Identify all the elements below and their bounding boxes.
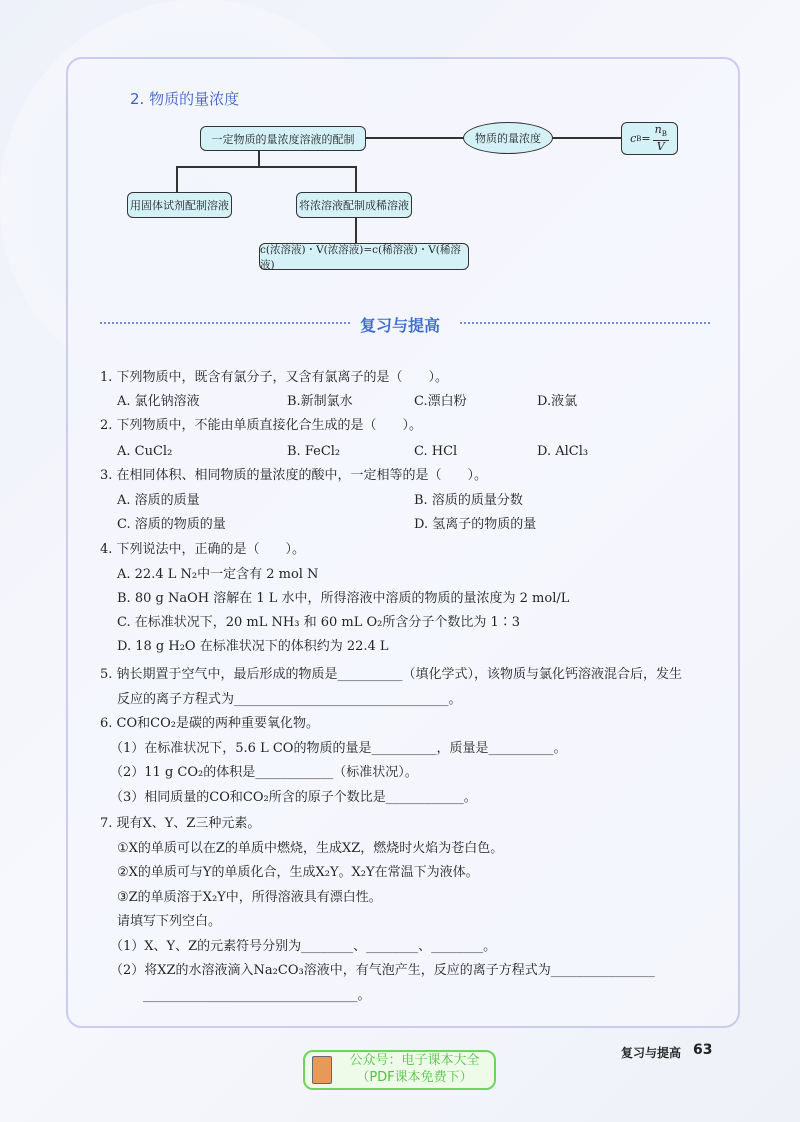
- question-5: 5. 钠长期置于空气中，最后形成的物质是__________（填化学式），该物质与氯化钙溶液混合后，发生: [100, 667, 683, 682]
- option-b: B.新制氯水: [287, 394, 353, 409]
- option-b: B. 80 g NaOH 溶解在 1 L 水中，所得溶液中溶质的物质的量浓度为 2 mol/L: [117, 591, 570, 606]
- node-dilution: 将浓溶液配制成稀溶液: [296, 192, 412, 218]
- formula-numerator: n: [654, 122, 662, 136]
- node-dilution-equation: c(浓溶液)・V(浓溶液)=c(稀溶液)・V(稀溶液): [259, 243, 469, 270]
- book-icon: [312, 1056, 332, 1084]
- question-1: 1. 下列物质中，既含有氯分子，又含有氯离子的是（ ）。: [100, 370, 449, 385]
- connector: [176, 166, 356, 168]
- watermark-line1: 公众号：电子课本大全: [349, 1053, 480, 1068]
- connector: [176, 166, 178, 192]
- question-4: 4. 下列说法中，正确的是（ ）。: [100, 542, 306, 557]
- option-c: C. HCl: [414, 444, 458, 459]
- node-solid-reagent: 用固体试剂配制溶液: [127, 192, 232, 218]
- node-concentration: 物质的量浓度: [463, 122, 553, 154]
- condition: ③Z的单质溶于X₂Y中，所得溶液具有漂白性。: [117, 890, 382, 905]
- option-a: A. 溶质的质量: [117, 493, 200, 508]
- option-d: D. AlCl₃: [537, 444, 589, 459]
- formula-lhs-sub: B: [636, 134, 642, 143]
- option-d: D. 氢离子的物质的量: [414, 517, 537, 532]
- question-3: 3. 在相同体积、相同物质的量浓度的酸中，一定相等的是（ ）。: [100, 468, 488, 483]
- formula-lhs: c: [630, 132, 637, 145]
- option-a: A. CuCl₂: [117, 444, 173, 459]
- formula-num-sub: B: [661, 130, 667, 139]
- connector: [258, 151, 260, 167]
- question-6: 6. CO和CO₂是碳的两种重要氧化物。: [100, 716, 319, 731]
- question-2: 2. 下列物质中，不能由单质直接化合生成的是（ ）。: [100, 418, 423, 433]
- option-b: B. FeCl₂: [287, 444, 341, 459]
- subquestion-cont: _________________________________。: [143, 988, 371, 1003]
- condition: ②X的单质可与Y的单质化合，生成X₂Y。X₂Y在常温下为液体。: [117, 865, 479, 880]
- option-c: C. 在标准状况下，20 mL NH₃ 和 60 mL O₂所含分子个数比为 1∶3: [117, 615, 521, 630]
- question-7: 7. 现有X、Y、Z三种元素。: [100, 816, 261, 831]
- connector: [355, 166, 357, 192]
- option-b: B. 溶质的质量分数: [414, 493, 523, 508]
- option-d: D. 18 g H₂O 在标准状况下的体积约为 22.4 L: [117, 639, 389, 654]
- subquestion: （2）11 g CO₂的体积是____________（标准状况）。: [110, 765, 418, 780]
- watermark-line2: （PDF课本免费下）: [356, 1070, 473, 1085]
- section-title: 2. 物质的量浓度: [130, 90, 240, 108]
- option-d: D.液氯: [537, 394, 578, 409]
- footer-section: 复习与提高: [621, 1046, 682, 1060]
- subquestion: （1）X、Y、Z的元素符号分别为________、________、________。: [110, 939, 497, 954]
- option-c: C.漂白粉: [414, 394, 467, 409]
- watermark: [303, 1050, 496, 1090]
- divider: [460, 322, 710, 324]
- question-5-cont: 反应的离子方程式为_________________________________。: [117, 692, 462, 707]
- subquestion: （3）相同质量的CO和CO₂所含的原子个数比是____________。: [110, 790, 477, 805]
- subquestion: （2）将XZ的水溶液滴入Na₂CO₃溶液中，有气泡产生，反应的离子方程式为________________: [110, 963, 655, 978]
- option-a: A. 氯化钠溶液: [117, 394, 200, 409]
- node-formula: c B = $n_B$ V: [621, 122, 678, 155]
- condition: ①X的单质可以在Z的单质中燃烧，生成XZ，燃烧时火焰为苍白色。: [117, 841, 504, 856]
- instruction: 请填写下列空白。: [117, 914, 222, 929]
- formula-denominator: V: [656, 140, 665, 154]
- connector: [355, 218, 357, 243]
- review-header: 复习与提高: [359, 316, 440, 335]
- node-solution-prep: 一定物质的量浓度溶液的配制: [200, 126, 366, 151]
- page-number: 63: [693, 1042, 713, 1058]
- subquestion: （1）在标准状况下，5.6 L CO的物质的量是__________，质量是__________。: [110, 741, 567, 756]
- option-c: C. 溶质的物质的量: [117, 517, 226, 532]
- option-a: A. 22.4 L N₂中一定含有 2 mol N: [117, 567, 319, 582]
